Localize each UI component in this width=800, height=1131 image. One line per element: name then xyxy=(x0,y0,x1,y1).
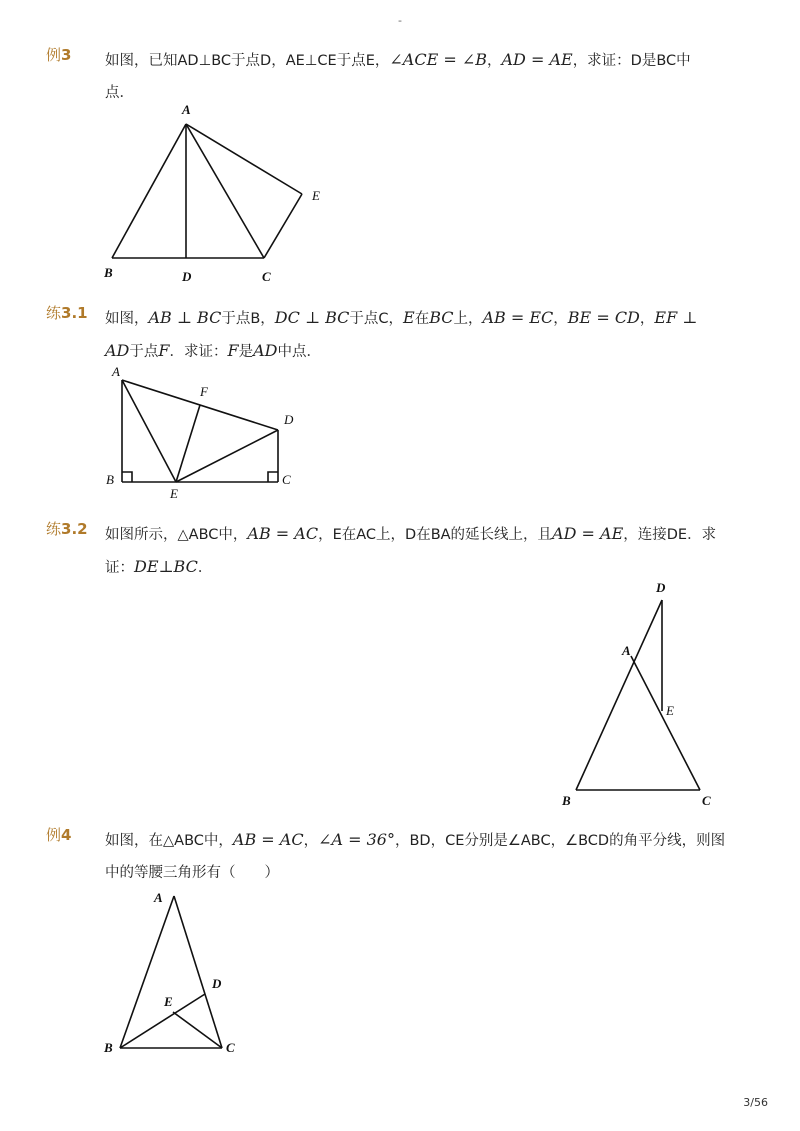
geometry-figure xyxy=(104,100,344,290)
problem-text-line xyxy=(105,302,717,335)
problem-example-4 xyxy=(46,824,746,1064)
point-label-C: C xyxy=(262,269,271,284)
point-label-E: E xyxy=(666,703,674,718)
math-expression: BE = CD xyxy=(567,308,640,327)
point-label-A: A xyxy=(154,890,163,905)
math-expression: EF ⊥ xyxy=(654,308,698,327)
problem-exercise-3-2 xyxy=(46,518,746,813)
text-run: 于点C， xyxy=(349,311,403,327)
math-expression: AB = AC xyxy=(232,830,304,849)
math-expression: AD = AE xyxy=(501,50,573,69)
text-run: ， xyxy=(303,833,319,849)
point-label-E: E xyxy=(312,188,320,203)
point-label-B: B xyxy=(104,1040,113,1055)
text-run: 证： xyxy=(105,560,134,576)
point-label-F: F xyxy=(200,384,208,399)
math-expression: F xyxy=(158,341,170,360)
text-run: 如图所示，△ABC中， xyxy=(105,527,248,543)
math-expression: BC xyxy=(429,308,454,327)
text-run: 于点 xyxy=(129,344,159,360)
problem-text-line xyxy=(105,518,717,551)
text-run: 如图，在△ABC中， xyxy=(105,833,233,849)
text-run: ，BD，CE分别是∠ABC，∠BCD的角平分线，则图 xyxy=(394,833,726,849)
geometry-figure xyxy=(102,364,362,504)
geometry-figure xyxy=(558,576,728,811)
point-label-A: A xyxy=(112,364,120,379)
math-expression: AD xyxy=(105,341,130,360)
point-label-D: D xyxy=(284,412,294,427)
problem-exercise-3-1 xyxy=(46,302,746,512)
point-label-D: D xyxy=(182,269,192,284)
point-label-A: A xyxy=(622,643,631,658)
math-expression: AB = AC xyxy=(247,524,319,543)
text-run: 是 xyxy=(238,344,254,360)
math-expression: F xyxy=(227,341,239,360)
math-expression: AB ⊥ BC xyxy=(148,308,222,327)
problem-example-3 xyxy=(46,44,746,294)
point-label-B: B xyxy=(106,472,114,487)
text-run: 于点B， xyxy=(221,311,275,327)
text-run: ， xyxy=(553,311,568,327)
math-expression: ∠ACE = ∠B xyxy=(389,50,487,69)
page-top-mark: - xyxy=(398,14,402,27)
problem-text xyxy=(105,824,726,889)
point-label-C: C xyxy=(226,1040,235,1055)
text-run: 点． xyxy=(105,85,134,101)
point-label-C: C xyxy=(702,793,711,808)
problem-label: 例3 xyxy=(46,46,72,64)
point-label-A: A xyxy=(182,102,191,117)
text-run: ，连接DE．求 xyxy=(623,527,717,543)
math-expression: E xyxy=(403,308,415,327)
text-run: ．求证： xyxy=(169,344,228,360)
problem-label: 例4 xyxy=(46,826,72,844)
point-label-B: B xyxy=(104,265,113,280)
problem-label: 练3.1 xyxy=(46,304,88,322)
math-expression: DC ⊥ BC xyxy=(274,308,350,327)
problem-label: 练3.2 xyxy=(46,520,88,538)
point-label-D: D xyxy=(656,580,666,595)
text-run: 如图， xyxy=(105,311,149,327)
text-run: 上， xyxy=(453,311,483,327)
problem-text xyxy=(105,302,717,368)
math-expression: AD = AE xyxy=(552,524,624,543)
text-run: 在 xyxy=(414,311,430,327)
text-run: 中的等腰三角形有（ ） xyxy=(105,865,279,881)
math-expression: ∠A = 36° xyxy=(318,830,395,849)
math-expression: AB = EC xyxy=(482,308,554,327)
problem-text-line xyxy=(105,824,726,857)
text-run: ， xyxy=(486,53,502,69)
text-run: ，E在AC上，D在BA的延长线上，且 xyxy=(318,527,553,543)
problem-text xyxy=(105,518,717,584)
text-run: 中点． xyxy=(277,344,321,360)
geometry-figure xyxy=(102,884,272,1064)
problem-text-line xyxy=(105,44,717,77)
text-run: ， xyxy=(639,311,655,327)
point-label-E: E xyxy=(164,994,173,1009)
point-label-E: E xyxy=(170,486,178,501)
math-expression: DE⊥BC xyxy=(134,557,198,576)
text-run: ，求证：D是BC中 xyxy=(572,53,691,69)
point-label-B: B xyxy=(562,793,571,808)
text-run: 如图，已知AD⊥BC于点D，AE⊥CE于点E， xyxy=(105,53,390,69)
point-label-D: D xyxy=(212,976,222,991)
point-label-C: C xyxy=(282,472,291,487)
text-run: ． xyxy=(197,560,213,576)
math-expression: AD xyxy=(253,341,278,360)
page-number: 3/56 xyxy=(743,1096,768,1109)
